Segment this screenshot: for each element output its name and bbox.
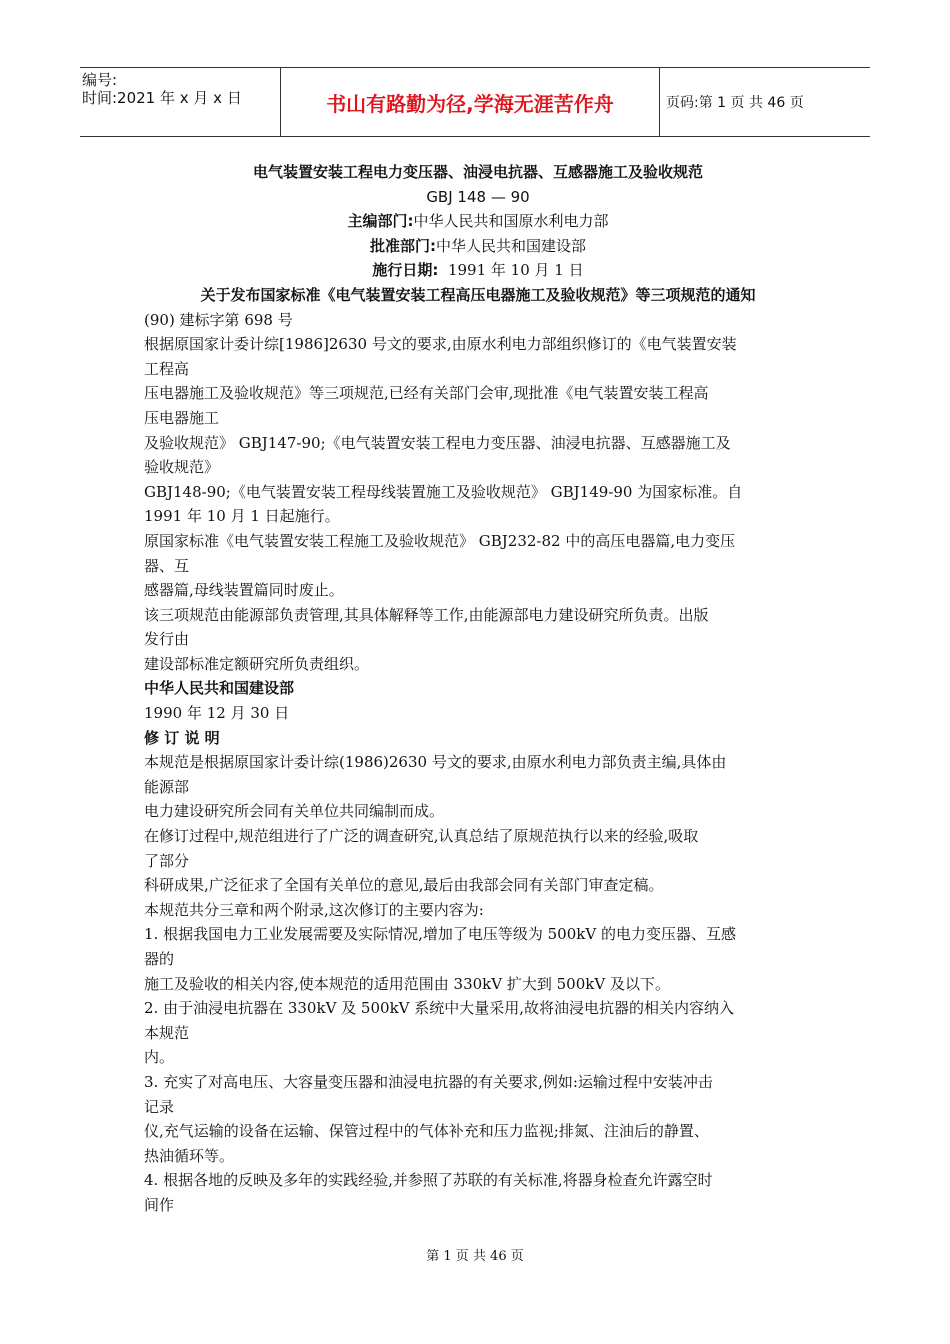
body-line: 工程高 xyxy=(144,359,190,378)
body-line: 感器篇,母线装置篇同时废止。 xyxy=(144,581,344,600)
revision-line: 仪,充气运输的设备在运输、保管过程中的气体补充和压力监视;排氮、注油后的静置、 xyxy=(144,1122,709,1141)
revision-line: 能源部 xyxy=(144,777,190,796)
approver-value: 中华人民共和国建设部 xyxy=(435,236,586,255)
notice-title: 关于发布国家标准《电气装置安装工程高压电器施工及验收规范》等三项规范的通知 xyxy=(200,285,756,304)
body-line: 压电器施工及验收规范》等三项规范,已经有关部门会审,现批准《电气装置安装工程高 xyxy=(144,384,709,403)
revision-line: 4. 根据各地的反映及多年的实践经验,并参照了苏联的有关标准,将器身检查允许露空时 xyxy=(144,1171,713,1190)
sign-date: 1990 年 12 月 30 日 xyxy=(144,704,290,723)
revision-line: 记录 xyxy=(144,1097,175,1116)
body-line: 根据原国家计委计综[1986]2630 号文的要求,由原水利电力部组织修订的《电气装置安装 xyxy=(144,335,737,354)
revision-line: 2. 由于油浸电抗器在 330kV 及 500kV 系统中大量采用,故将油浸电抗器的相关内容纳入 xyxy=(144,999,735,1018)
approver-label: 批准部门: xyxy=(369,236,436,255)
document-code: GBJ 148 — 90 xyxy=(426,187,530,206)
revision-line: 本规范共分三章和两个附录,这次修订的主要内容为: xyxy=(144,900,484,919)
revision-line: 1. 根据我国电力工业发展需要及实际情况,增加了电压等级为 500kV 的电力变压器、互感 xyxy=(144,925,736,944)
time-label: 时间:2021 年 x 月 x 日 xyxy=(82,89,242,107)
revision-line: 本规范 xyxy=(144,1023,190,1042)
body-line: 验收规范》 xyxy=(144,458,220,477)
editor-label: 主编部门: xyxy=(347,212,414,231)
revision-line: 了部分 xyxy=(144,851,190,870)
revision-line: 热油循环等。 xyxy=(144,1146,235,1165)
revision-line: 3. 充实了对高电压、大容量变压器和油浸电抗器的有关要求,例如:运输过程中安装冲击 xyxy=(144,1072,713,1091)
revision-line: 科研成果,广泛征求了全国有关单位的意见,最后由我部会同有关部门审查定稿。 xyxy=(144,876,664,895)
header-motto: 书山有路勤为径,学海无涯苦作舟 xyxy=(281,68,660,136)
revision-line: 器的 xyxy=(144,950,175,968)
editor-value: 中华人民共和国原水利电力部 xyxy=(413,212,609,231)
page-header xyxy=(80,67,870,137)
date-label: 施行日期: xyxy=(372,261,439,280)
revision-line: 施工及验收的相关内容,使本规范的适用范围由 330kV 扩大到 500kV 及以下。 xyxy=(144,974,670,993)
body-line: (90) 建标字第 698 号 xyxy=(144,310,293,329)
revision-line: 电力建设研究所会同有关单位共同编制而成。 xyxy=(144,802,445,821)
revision-line: 本规范是根据原国家计委计综(1986)2630 号文的要求,由原水利电力部负责主编,具体由 xyxy=(144,753,727,772)
revision-line: 内。 xyxy=(144,1048,175,1067)
body-line: 该三项规范由能源部负责管理,其具体解释等工作,由能源部电力建设研究所负责。出版 xyxy=(144,605,709,624)
body-line: GBJ148-90;《电气装置安装工程母线装置施工及验收规范》 GBJ149-90 为国家标准。自 xyxy=(144,482,743,501)
body-line: 建设部标准定额研究所负责组织。 xyxy=(144,654,370,673)
editor-line xyxy=(144,209,812,234)
body-line: 及验收规范》 GBJ147-90;《电气装置安装工程电力变压器、油浸电抗器、互感器施工及 xyxy=(144,433,731,452)
signer: 中华人民共和国建设部 xyxy=(144,679,295,698)
document-body xyxy=(144,160,812,1218)
revision-line: 间作 xyxy=(144,1195,175,1214)
revision-title: 修 订 说 明 xyxy=(144,728,220,747)
date-value: 1991 年 10 月 1 日 xyxy=(447,261,584,280)
approver-line xyxy=(144,234,812,259)
revision-line: 在修订过程中,规范组进行了广泛的调查研究,认真总结了原规范执行以来的经验,吸取 xyxy=(144,827,699,846)
document-title: 电气装置安装工程电力变压器、油浸电抗器、互感器施工及验收规范 xyxy=(252,163,703,181)
date-line xyxy=(144,258,812,283)
body-line: 器、互 xyxy=(144,556,190,575)
header-meta xyxy=(80,68,281,136)
header-page-info: 页码:第 1 页 共 46 页 xyxy=(666,95,804,111)
body-line: 压电器施工 xyxy=(144,408,220,427)
page-footer: 第 1 页 共 46 页 xyxy=(426,1249,524,1264)
body-line: 1991 年 10 月 1 日起施行。 xyxy=(144,507,340,526)
number-label: 编号: xyxy=(82,71,118,89)
body-line: 发行由 xyxy=(144,630,190,649)
body-line: 原国家标准《电气装置安装工程施工及验收规范》 GBJ232-82 中的高压电器篇,电力变压 xyxy=(144,531,736,550)
